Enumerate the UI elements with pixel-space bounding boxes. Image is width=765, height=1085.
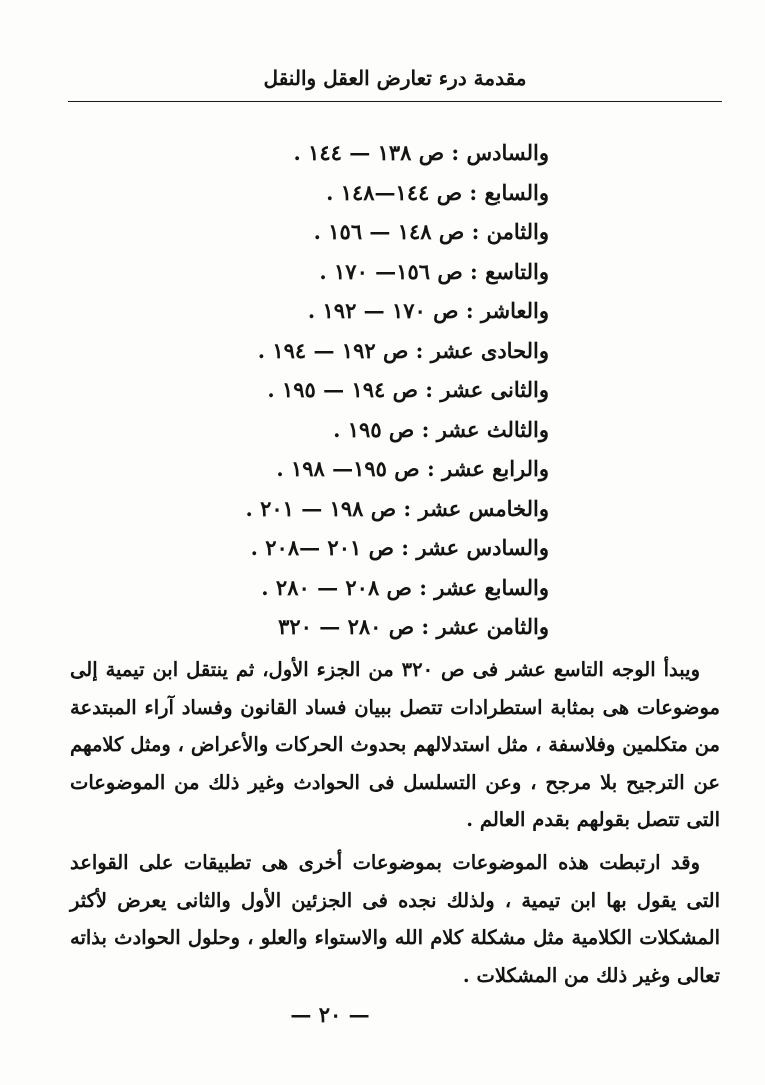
index-entry: والسادس عشر : ص ٢٠١ —٢٠٨ . [250,535,549,560]
index-entry: والسابع : ص ١٤٤—١٤٨ . [326,179,549,205]
index-entry: والثالث عشر : ص ١٩٥ . [333,416,549,442]
chapter-index-list [70,133,720,647]
index-entry: والرابع عشر : ص ١٩٥— ١٩٨ . [276,456,549,481]
index-entry: والعاشر : ص ١٧٠ — ١٩٢ . [307,298,549,323]
index-entry: والثامن : ص ١٤٨ — ١٥٦ . [313,219,549,244]
header-divider [68,101,722,102]
index-entry: والثانى عشر : ص ١٩٤ — ١٩٥ . [267,377,549,402]
index-entry: والحادى عشر : ص ١٩٢ — ١٩٤ . [257,337,549,363]
body-paragraph: ويبدأ الوجه التاسع عشر فى ص ٣٢٠ من الجزء الأول، ثم ينتقل ابن تيمية إلى موضوعات هى بمثابة استطرادات تتصل ببيان فساد القانون وفساد آراء المبتدعة من متكلمين وفلاسفة ، مثل استدلالهم بحدوث الحركات والأعراض ، ومثل كلامهم عن الترجيح بلا مرجح ، وعن التسلسل فى الحوادث وغير ذلك من الموضوعات التى تتصل بقولهم بقدم العالم . [70,658,720,831]
page-number: — ٢٠ — [290,1002,370,1027]
index-entry: والتاسع : ص ١٥٦— ١٧٠ . [319,258,549,284]
index-entry: والثامن عشر : ص ٢٨٠ — ٣٢٠ [278,614,549,639]
index-entry: والسابع عشر : ص ٢٠٨ — ٢٨٠ . [261,574,549,600]
running-header-title: مقدمة درء تعارض العقل والنقل [263,66,527,90]
index-entry: والسادس : ص ١٣٨ — ١٤٤ . [293,140,549,165]
body-paragraph: وقد ارتبطت هذه الموضوعات بموضوعات أخرى هى تطبيقات على القواعد التى يقول بها ابن تيمية ، ولذلك نجده فى الجزئين الأول والثانى يعرض لأكثر المشكلات الكلامية مثل مشكلة كلام الله والاستواء والعلو ، وحلول الحوادث بذاته تعالى وغير ذلك من المشكلات . [70,851,720,987]
index-entry: والخامس عشر : ص ١٩٨ — ٢٠١ . [245,495,549,521]
